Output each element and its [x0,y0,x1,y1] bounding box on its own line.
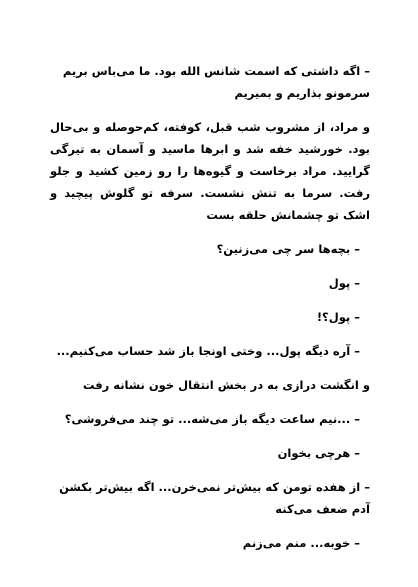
dialogue-line-2: – بچه‌ها سر چی می‌زنین؟ [216,242,360,256]
dialogue-line-5: – آره دیگه پول... وختی اونجا باز شد حساب می‌کنیم... [56,344,360,358]
dialogue-line-7: – هرچی بخوان [277,446,360,460]
dialogue-line-3: – پول [328,276,360,290]
dialogue-line-9: – خوبه... منم می‌زنم [242,536,360,550]
dialogue-line-6: – ...نیم ساعت دیگه باز می‌شه... تو چند می‌فروشی؟ [64,412,360,426]
dialogue-line-8: – از هفده تومن که بیش‌تر نمی‌خرن... اگه بیش‌تر بکشن آدم ضعف می‌کنه [59,480,370,516]
narration-line: و انگشت درازی به در بخش انتقال خون نشانه رفت [82,378,370,392]
dialogue-line-1: – اگه داشتی که اسمت شانس الله بود. ما می‌باس بریم سرمونو بذاریم و بمیریم [62,64,370,100]
dialogue-line-4: – پول؟! [316,310,360,324]
narration-paragraph: و مراد، از مشروب شب قبل، کوفته، کم‌حوصله و بی‌حال بود. خورشید خفه شد و ابرها ماسید و آسمان به تیرگی گرایید. مراد برخاست و گیوه‌ها را رو زمین کشید و جلو رفت. سرما به تنش نشست. سرفه تو گلوش پیچید و اشک تو چشمانش حلقه بست [50,120,370,222]
